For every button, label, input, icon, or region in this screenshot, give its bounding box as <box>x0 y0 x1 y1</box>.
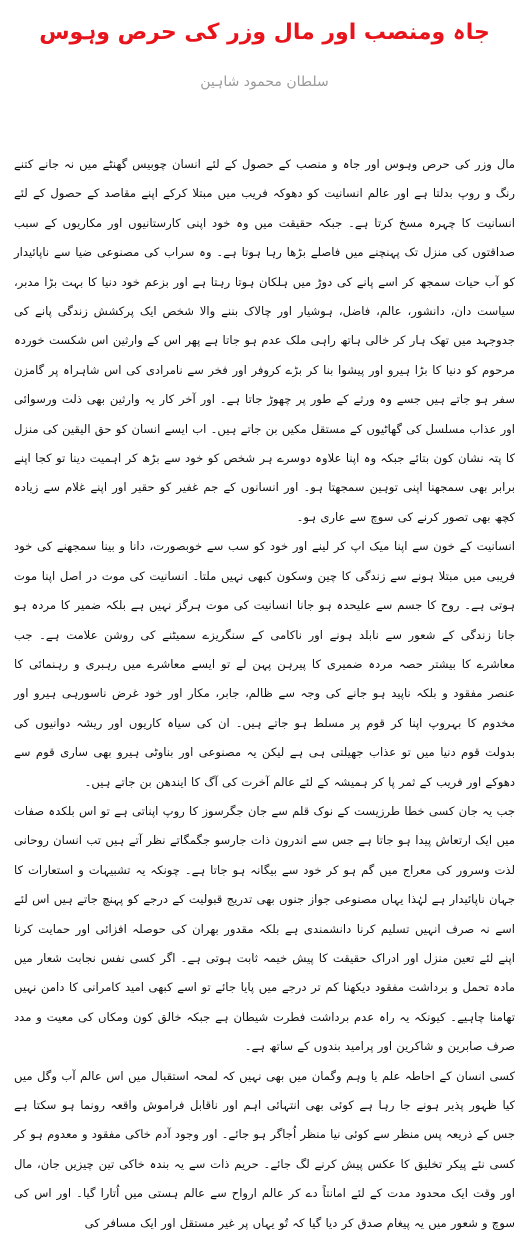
article-paragraph: مال وزر کی حرص وہوس اور جاہ و منصب کے حصول کے لئے انسان چوبیس گھنٹے میں نہ جانے کتنے رنگ و روپ بدلتا ہے اور عالم انسانیت کو دھوکہ فریب میں مبتلا کرکے اپنے مقاصد کے حصول کے لئے انسانیت کا چہرہ مسخ کرتا ہے۔ جبکہ حقیقت میں وہ خود اپنی کارستانیوں اور مکاریوں کے سبب صداقتوں کی منزل تک پہنچنے میں فاصلے بڑھا رہا ہوتا ہے۔ وہ سراب کی مصنوعی ضیا سے ناپائیدار کو آب حیات سمجھ کر اسے پانے کی دوڑ میں ہلکان ہوتا رہتا ہے اور بزعم خود دنیا کا بہت بڑا مدبر، سیاست دان، دانشور، عالم، فاضل، ہوشیار اور چالاک بننے والا شخص ایک پرکشش زندگی پانے کی جدوجہد میں تھک ہار کر خالی ہاتھ راہی ملک عدم ہو جاتا ہے پھر اس کے وارثین اس شکست خوردہ مرحوم کو دنیا کا بڑا ہیرو اور پیشوا بنا کر بڑے کروفر اور فخر سے نامرادی کی اس شاہراہ پر گامزن سفر ہو جاتے ہیں جسے وہ ورثے کے طور پر چھوڑ جاتا ہے۔ اور آخر کار یہ وارثین بھی ذلت ورسوائی اور عذاب مسلسل کی گھاٹیوں کے مستقل مکیں بن جاتے ہیں۔ اب ایسے انسان کو حق الیقین کی منزل کا پتہ نشان کون بتائے جبکہ وہ اپنا علاوہ دوسرے ہر شخص کو خود سے بڑھ کر اہمیت دینا تو کجا اپنے برابر بھی سمجھنا اپنی توہین سمجھتا ہو۔ اور انسانوں کے جم غفیر کو حقیر اور اپنے غلام سے زیادہ کچھ بھی تصور کرنے کی سوچ سے عاری ہو۔ <box>14 157 515 524</box>
article-paragraph: جب یہ جان کسی خطا طرزیست کے نوک قلم سے جان جگرسوز کا روپ اپناتی ہے تو اس بلکدہ صفات میں ایک ارتعاش پیدا ہو جاتا ہے جس سے اندرون ذات جارسو جگمگاتے نظر آتے ہیں تب انسان روحانی لذت وسرور کی معراج میں گم ہو کر خود سے بیگانہ ہو جاتا ہے۔ چونکہ یہ تشبیہات و استعارات کا جہان ناپائیدار ہے لہٰذا یہاں مصنوعی جواز جنوں بھی تدریج قبولیت کے درجے کو پہنچ جاتے ہیں اس لئے اسے نہ صرف انہیں تسلیم کرنا دانشمندی ہے بلکہ مقدور بھران کی حوصلہ افزائی اور حمایت کرنا اپنے لئے تعین منزل اور ادراک حقیقت کا پیش خیمہ ثابت ہوتی ہے۔ اگر کسی نفس نجابت شعار میں مادہ تحمل و برداشت مفقود دیکھنا کم تر درجے میں پایا جائے تو اسے کبھی امید کامرانی کا دامن نہیں تھامنا چاہیے۔ کیونکہ یہ راہ عدم برداشت فطرت شیطان ہے جبکہ خالق کون ومکاں کی معیت و مدد صرف صابرین و شاکرین اور پرامید بندوں کے ساتھ ہے۔ <box>14 803 515 1054</box>
article-body <box>14 150 515 1238</box>
article-paragraph: انسانیت کے خون سے اپنا میک اپ کر لینے اور خود کو سب سے خوبصورت، دانا و بینا سمجھنے کی خود فریبی میں مبتلا ہونے سے زندگی کا چین وسکون کبھی نہیں ملتا۔ انسانیت کی موت در اصل اپنا موت ہوتی ہے۔ روح کا جسم سے علیحدہ ہو جانا انسانیت کی موت ہرگز نہیں ہے بلکہ ضمیر کا مردہ ہو جانا زندگی کے شعور سے نابلد ہونے اور ناکامی کے سنگریزے سمیٹنے کی روشن علامت ہے۔ جب معاشرے کا بیشتر حصہ مردہ ضمیری کا پیرہن پہن لے تو ایسے معاشرے میں رہبری و رہنمائی کا عنصر مفقود و بلکہ ناپید ہو جانے کی وجہ سے ظالم، جابر، مکار اور خود غرض ناسورہی ہیرو اور مخدوم کا بہروپ اپنا کر قوم پر مسلط ہو جاتے ہیں۔ ان کی سیاہ کاریوں اور ریشہ دوانیوں کی بدولت قوم دنیا میں تو عذاب جھیلتی ہی ہے لیکن یہ مصنوعی اور بناوٹی ہیرو بھی ساری قوم سے دھوکے اور فریب کے ثمر پا کر ہمیشہ کے لئے عالم آخرت کی آگ کا ایندھن بن جاتے ہیں۔ <box>14 539 515 789</box>
article-paragraph: کسی انسان کے احاطہ علم یا وہم وگمان میں بھی نہیں کہ لمحہ استقبال میں اس عالم آب وگل میں کیا ظہور پذیر ہونے جا رہا ہے کوئی بھی انتہائی اہم اور ناقابل فراموش واقعہ رونما ہو سکتا ہے جس کے ذریعہ پس منظر سے کوئی نیا منظر اُجاگر ہو جائے۔ اور وجود آدم خاکی مفقود و معدوم ہو کر کسی نئے پیکر تخلیق کا عکس پیش کرنے لگ جائے۔ حریم ذات سے یہ بندہ خاکی تین چیزیں جان، مال اور وقت ایک محدود مدت کے لئے امانتاً دے کر عالم ارواح سے عالم ہستی میں اُتارا گیا۔ اور اس کی سوچ و شعور میں یہ پیغام صدق کر دیا گیا کہ تُو یہاں پر غیر مستقل اور ایک مسافر کی <box>14 1068 515 1230</box>
author-byline: سلطان محمود شاہین <box>200 74 329 90</box>
article-title: جاہ ومنصب اور مال وزر کی حرص وہوس <box>39 20 490 45</box>
